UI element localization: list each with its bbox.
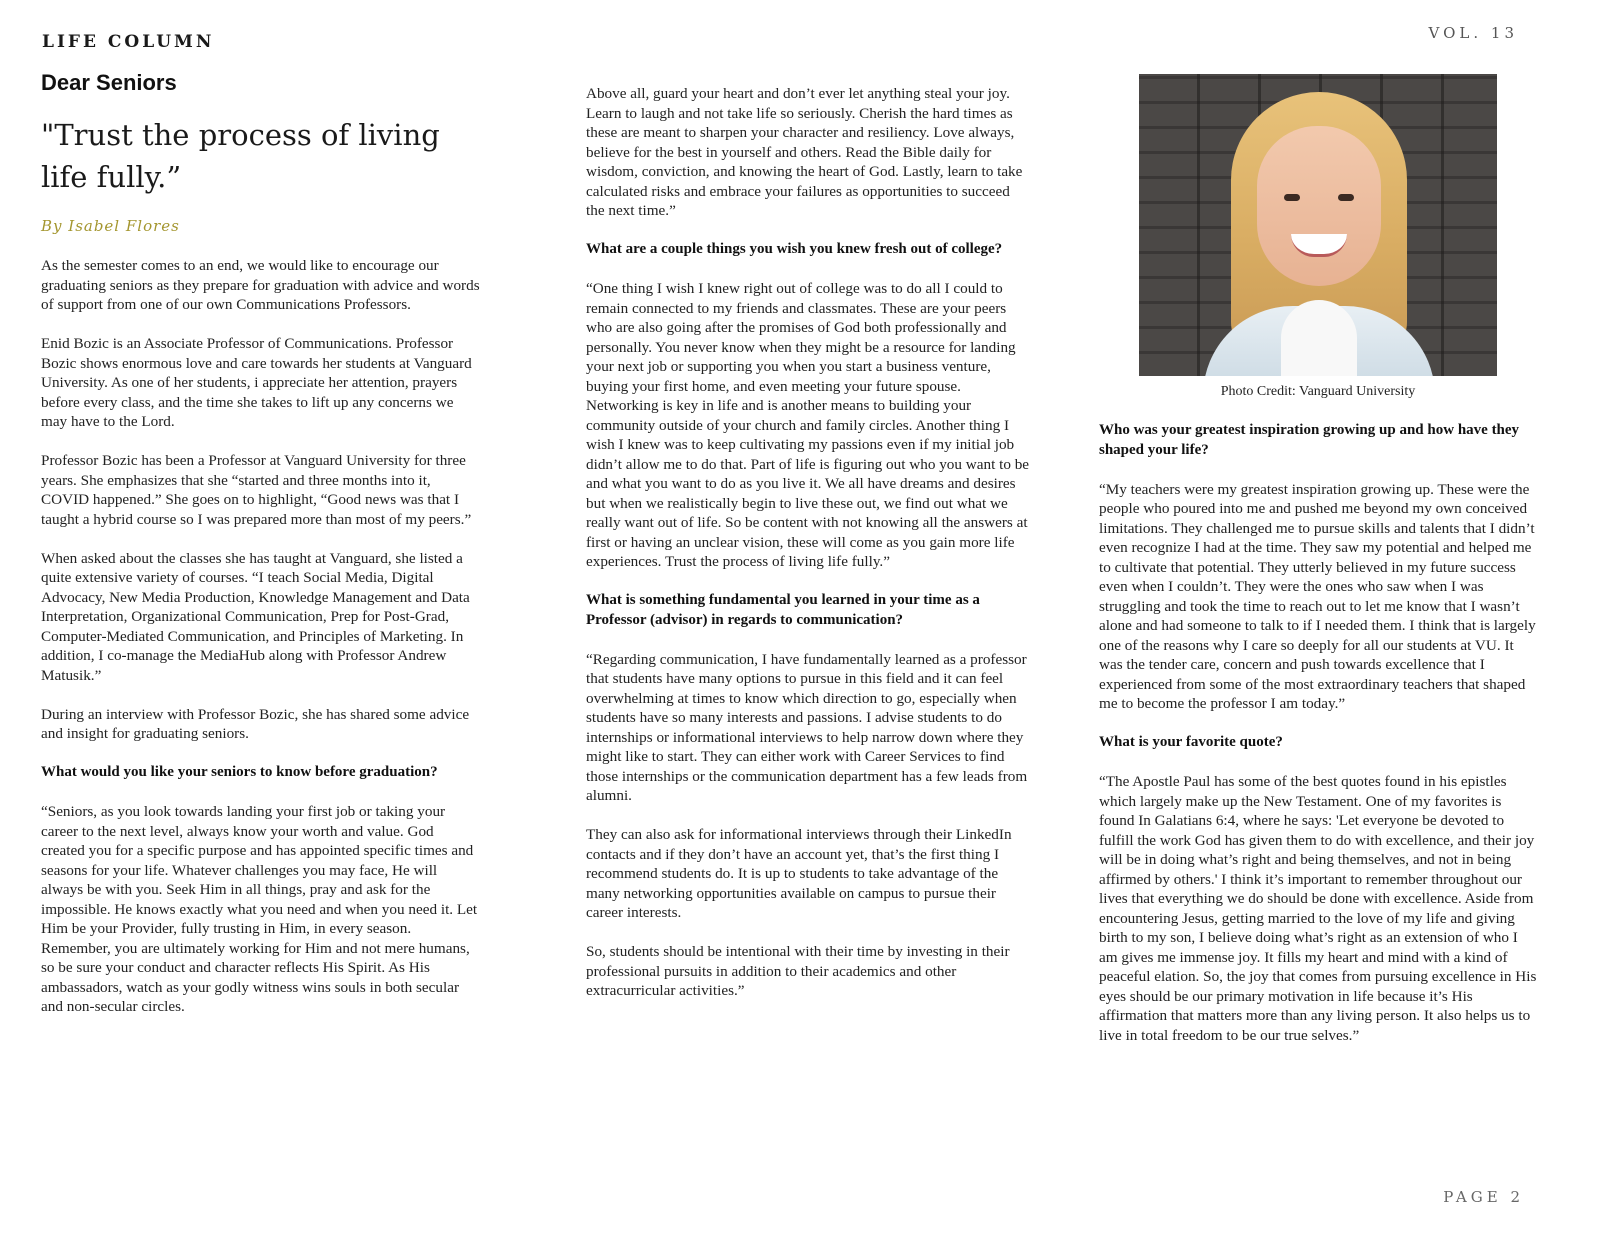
paragraph: Enid Bozic is an Associate Professor of Communications. Professor Bozic shows enormous love and care towards her students at Vanguard University. As one of her students, i appreciate her attention, prayers before every class, and the time she takes to lift up any concerns we may have to the Lord. — [41, 335, 472, 430]
interview-answer: They can also ask for informational interviews through their LinkedIn contacts and if they don’t have an account yet, that’s the first thing I recommend students do. It is up to students to take advantage of the many networking opportunities available on campus to pursue their career interests. — [586, 826, 1012, 921]
paragraph: During an interview with Professor Bozic, she has shared some advice and insight for graduating seniors. — [41, 705, 470, 742]
paragraph: As the semester comes to an end, we would like to encourage our graduating seniors as they prepare for graduation with advice and words of support from one of our own Communications Professors. — [41, 257, 480, 313]
interview-answer: “The Apostle Paul has some of the best quotes found in his epistles which largely make up the New Testament. One of my favorites is found In Galatians 6:4, where he says: 'Let everyone be devoted to fulfill the work God has given them to do with excellence, and their joy will be in doing what’s right and being themselves, and not in being affirmed by others.' I think it’s important to remember throughout our lives that everything we do should be done with excellence. Aside from encountering Jesus, getting married to the love of my life and giving birth to my son, I believe doing what’s right as an extension of who I am gives me immense joy. It fills my heart and mind with a kind of peaceful elation. So, the joy that comes from pursuing excellence in His eyes should be our primary motivation in life because it’s His affirmation that matters more than any living person. It also helps us to live in total freedom to be our true selves.” — [1099, 773, 1537, 1044]
interview-question: Who was your greatest inspiration growing up and how have they shaped your life? — [1099, 422, 1520, 458]
interview-answer: “My teachers were my greatest inspiration growing up. These were the people who poured into me and pushed me beyond my own conceived limitations. They challenged me to pursue skills and talents that I didn’t even recognize I had at the time. They saw my potential and helped me to cultivate that potential. They utterly believed in my future success even when I couldn’t. They were the ones who saw when I was struggling and took the time to reach out to let me know that I wasn’t alone and had someone to talk to if I needed them. I think that is largely one of the reasons why I care so deeply for all our students at VU. It was the tender care, concern and push towards excellence that I experienced from some of the most extraordinary teachers that shaped me to become the professor I am today.” — [1099, 480, 1536, 712]
article-headline: Dear Seniors — [41, 70, 177, 95]
page-number: PAGE 2 — [1443, 1188, 1524, 1206]
paragraph: Professor Bozic has been a Professor at Vanguard University for three years. She emphasizes that she “started and three months into it, COVID happened.” She goes on to highlight, “Good news was that I taught a hybrid course so I was prepared more than most of my peers.” — [41, 452, 472, 528]
interview-answer: “Seniors, as you look towards landing your first job or taking your career to the next level, always know your worth and value. God created you for a specific purpose and has appointed specific times and seasons for your life. Whatever challenges you may face, He will always be with you. Seek Him in all things, pray and ask for the impossible. He knows exactly what you need and when you need it. Let Him be your Provider, fully trusting in Him, in every season. Remember, you are ultimately working for Him and not mere humans, so be sure your conduct and character reflects His Spirit. As His ambassadors, watch as your godly witness wins souls in both secular and non-secular circles. — [41, 803, 478, 1015]
professor-photo — [1139, 74, 1497, 376]
column-1-body — [41, 256, 481, 1036]
interview-question: What would you like your seniors to know before graduation? — [41, 764, 438, 780]
interview-question: What are a couple things you wish you knew fresh out of college? — [586, 241, 1003, 257]
interview-question: What is your favorite quote? — [1099, 734, 1283, 750]
section-label: LIFE COLUMN — [42, 32, 215, 52]
interview-answer: So, students should be intentional with their time by investing in their professional pursuits in addition to their academics and other extracurricular activities.” — [586, 943, 1010, 999]
byline: By Isabel Flores — [41, 217, 180, 235]
column-2-body — [586, 84, 1031, 1020]
paragraph: When asked about the classes she has taught at Vanguard, she listed a quite extensive variety of courses. “I teach Social Media, Digital Advocacy, New Media Production, Knowledge Management and Data Interpretation, Organizational Communication, Prep for Post-Grad, Computer-Mediated Communication, and Principles of Marketing. In addition, I co-manage the MediaHub along with Professor Andrew Matusik.” — [41, 549, 470, 684]
interview-question: What is something fundamental you learned in your time as a Professor (advisor) in regards to communication? — [586, 592, 980, 628]
interview-answer: “Regarding communication, I have fundamentally learned as a professor that students have many options to pursue in this field and it can feel overwhelming at times to know which direction to go, especially when students have so many interests and passions. I advise students to do internships or informational interviews to help narrow down where they might like to start. They can either work with Career Services to find those internships or the communication department has a few leads from alumni. — [586, 650, 1028, 804]
column-3-body — [1099, 421, 1539, 1065]
interview-answer: “One thing I wish I knew right out of college was to do all I could to remain connected to my friends and classmates. These are your peers who are also going after the promises of God both professionally and personally. You never know when they might be a resource for landing your next job or supporting you when you start a business venture, buying your first home, and even meeting your future spouse. Networking is key in life and is another means to building your community outside of your church and family circles. Another thing I wish I knew was to keep cultivating my passions even if my initial job didn’t allow me to do that. Part of life is figuring out who you want to be and what you want to do as you live it. We all have dreams and desires but when we realistically begin to live these out, we find out what we really want out of life. So be content with not knowing all the answers at first or having an unclear vision, these will come as you gain more life experiences. Trust the process of living life fully.” — [586, 280, 1030, 570]
paragraph: Above all, guard your heart and don’t ever let anything steal your joy. Learn to laugh and not take life so seriously. Cherish the hard times as these are meant to sharpen your character and resiliency. Love always, believe for the best in yourself and others. Read the Bible daily for wisdom, conviction, and knowing the heart of God. Lastly, learn to take calculated risks and embrace your failures as opportunities to succeed the next time.” — [586, 85, 1023, 219]
volume-label: VOL. 13 — [1428, 24, 1518, 42]
photo-caption: Photo Credit: Vanguard University — [1220, 384, 1416, 399]
pull-quote: "Trust the process of living life fully.” — [41, 118, 440, 194]
